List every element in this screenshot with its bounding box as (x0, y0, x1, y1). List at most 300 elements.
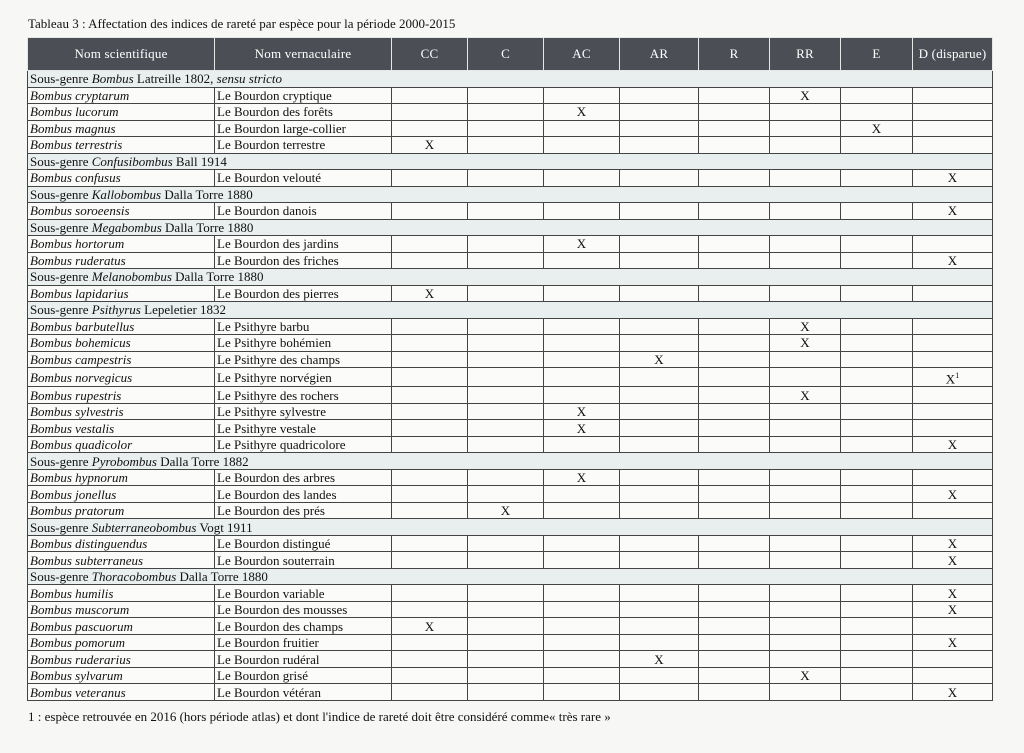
species-row (28, 585, 993, 602)
rarity-cell (913, 137, 993, 154)
rarity-cell (620, 236, 699, 253)
rarity-cell (699, 618, 770, 635)
rarity-cell (841, 120, 913, 137)
rarity-cell (699, 368, 770, 387)
scientific-name-cell: Bombus confusus (28, 170, 215, 187)
subgenus-suffix: Lepeletier 1832 (140, 302, 227, 318)
subgenus-prefix: Sous-genre (30, 569, 92, 585)
footnote-ref: 1 (955, 371, 960, 380)
species-row (28, 170, 993, 187)
rarity-mark: X (947, 602, 958, 618)
rarity-cell (913, 601, 993, 618)
rarity-mark: X (947, 552, 958, 568)
header-e: E (841, 38, 913, 71)
species-row (28, 618, 993, 635)
rarity-cell (620, 535, 699, 552)
species-row (28, 351, 993, 368)
header-row (28, 38, 993, 71)
rarity-cell (770, 469, 841, 486)
rarity-cell (699, 469, 770, 486)
scientific-name-cell: Bombus muscorum (28, 601, 215, 618)
rarity-cell (468, 403, 544, 420)
vernacular-name-cell: Le Bourdon des prés (215, 502, 392, 519)
rarity-cell (392, 403, 468, 420)
subgenus-prefix: Sous-genre (30, 302, 92, 318)
rarity-cell (699, 436, 770, 453)
rarity-cell (699, 335, 770, 352)
rarity-cell (392, 368, 468, 387)
rarity-cell (699, 634, 770, 651)
rarity-cell (468, 486, 544, 503)
rarity-cell (841, 535, 913, 552)
rarity-cell (841, 368, 913, 387)
rarity-cell (699, 585, 770, 602)
vernacular-name-cell: Le Bourdon des champs (215, 618, 392, 635)
rarity-cell (544, 420, 620, 437)
subgenus-row (28, 71, 993, 88)
header-r: R (699, 38, 770, 71)
rarity-cell (620, 335, 699, 352)
species-row (28, 236, 993, 253)
rarity-cell (468, 552, 544, 569)
rarity-cell (770, 137, 841, 154)
rarity-cell (770, 502, 841, 519)
rarity-cell (699, 120, 770, 137)
rarity-cell (841, 351, 913, 368)
rarity-cell (544, 318, 620, 335)
rarity-cell (841, 552, 913, 569)
scientific-name-cell: Bombus veteranus (28, 684, 215, 701)
rarity-cell (392, 469, 468, 486)
rarity-cell (620, 285, 699, 302)
rarity-mark: X (947, 536, 958, 552)
rarity-cell (770, 203, 841, 220)
rarity-cell (770, 601, 841, 618)
vernacular-name-cell: Le Psithyre norvégien (215, 368, 392, 387)
vernacular-name-cell: Le Psithyre des champs (215, 351, 392, 368)
scientific-name-cell: Bombus magnus (28, 120, 215, 137)
rarity-cell (544, 552, 620, 569)
rarity-cell (699, 137, 770, 154)
scientific-name-cell: Bombus sylvestris (28, 403, 215, 420)
rarity-cell (392, 104, 468, 121)
scientific-name-cell: Bombus sylvarum (28, 667, 215, 684)
rarity-cell (770, 436, 841, 453)
subgenus-genus: Melanobombus (91, 269, 172, 285)
subgenus-label (28, 519, 993, 536)
rarity-cell (699, 403, 770, 420)
rarity-mark: X (945, 371, 956, 387)
rarity-cell (841, 601, 913, 618)
subgenus-label (28, 219, 993, 236)
rarity-mark: X (871, 120, 882, 136)
rarity-cell (620, 585, 699, 602)
rarity-cell (841, 387, 913, 404)
vernacular-name-cell: Le Bourdon des arbres (215, 469, 392, 486)
rarity-cell (392, 137, 468, 154)
rarity-cell (392, 585, 468, 602)
rarity-cell (770, 585, 841, 602)
vernacular-name-cell: Le Bourdon des friches (215, 252, 392, 269)
subgenus-suffix: Dalla Torre 1880 (176, 569, 268, 585)
rarity-cell (913, 203, 993, 220)
rarity-cell (392, 170, 468, 187)
scientific-name-cell: Bombus humilis (28, 585, 215, 602)
vernacular-name-cell: Le Psithyre sylvestre (215, 403, 392, 420)
rarity-cell (544, 436, 620, 453)
scientific-name-cell: Bombus campestris (28, 351, 215, 368)
subgenus-suffix: Dalla Torre 1880 (161, 219, 254, 235)
rarity-table-container (27, 37, 993, 701)
subgenus-row (28, 153, 993, 170)
rarity-cell (913, 87, 993, 104)
rarity-mark: X (800, 335, 810, 351)
subgenus-genus: Thoracobombus (91, 569, 177, 585)
species-row (28, 552, 993, 569)
rarity-cell (468, 120, 544, 137)
rarity-cell (770, 420, 841, 437)
rarity-cell (468, 651, 544, 668)
scientific-name-cell: Bombus soroeensis (28, 203, 215, 220)
rarity-cell (392, 684, 468, 701)
rarity-cell (392, 651, 468, 668)
table-caption: Tableau 3 : Affectation des indices de rareté par espèce pour la période 2000-2015 (28, 16, 456, 31)
rarity-cell (841, 667, 913, 684)
vernacular-name-cell: Le Bourdon grisé (215, 667, 392, 684)
vernacular-name-cell: Le Psithyre bohémien (215, 335, 392, 352)
scientific-name-cell: Bombus hypnorum (28, 469, 215, 486)
rarity-cell (770, 651, 841, 668)
rarity-cell (699, 351, 770, 368)
scientific-name-cell: Bombus distinguendus (28, 535, 215, 552)
rarity-cell (544, 87, 620, 104)
rarity-cell (913, 351, 993, 368)
vernacular-name-cell: Le Psithyre barbu (215, 318, 392, 335)
rarity-cell (620, 387, 699, 404)
rarity-cell (544, 170, 620, 187)
rarity-cell (468, 634, 544, 651)
rarity-cell (841, 651, 913, 668)
rarity-cell (392, 387, 468, 404)
rarity-cell (699, 601, 770, 618)
scientific-name-cell: Bombus lapidarius (28, 285, 215, 302)
rarity-cell (841, 170, 913, 187)
subgenus-row (28, 186, 993, 203)
rarity-cell (699, 420, 770, 437)
subgenus-genus: Subterraneobombus (91, 519, 197, 535)
species-row (28, 87, 993, 104)
rarity-cell (544, 469, 620, 486)
rarity-cell (770, 552, 841, 569)
rarity-cell (913, 585, 993, 602)
rarity-cell (699, 236, 770, 253)
rarity-cell (468, 535, 544, 552)
scientific-name-cell: Bombus ruderatus (28, 252, 215, 269)
rarity-cell (770, 684, 841, 701)
rarity-cell (699, 502, 770, 519)
rarity-cell (770, 403, 841, 420)
rarity-cell (392, 634, 468, 651)
rarity-mark: X (576, 404, 587, 420)
rarity-mark: X (947, 437, 958, 453)
subgenus-suffix: Dalla Torre 1880 (171, 269, 264, 285)
rarity-cell (770, 368, 841, 387)
rarity-cell (770, 87, 841, 104)
rarity-cell (913, 236, 993, 253)
rarity-cell (841, 104, 913, 121)
rarity-cell (544, 368, 620, 387)
rarity-cell (468, 335, 544, 352)
subgenus-row (28, 568, 993, 585)
rarity-cell (770, 318, 841, 335)
subgenus-label (28, 186, 993, 203)
subgenus-genus: Psithyrus (91, 302, 141, 318)
rarity-cell (544, 120, 620, 137)
rarity-cell (544, 403, 620, 420)
rarity-cell (468, 236, 544, 253)
rarity-cell (468, 203, 544, 220)
rarity-cell (544, 104, 620, 121)
rarity-cell (468, 684, 544, 701)
vernacular-name-cell: Le Bourdon fruitier (215, 634, 392, 651)
subgenus-prefix: Sous-genre (30, 71, 92, 87)
vernacular-name-cell: Le Psithyre quadricolore (215, 436, 392, 453)
rarity-cell (620, 252, 699, 269)
rarity-cell (620, 368, 699, 387)
species-row (28, 601, 993, 618)
rarity-cell (392, 87, 468, 104)
rarity-cell (620, 87, 699, 104)
rarity-mark: X (947, 585, 958, 601)
rarity-cell (913, 387, 993, 404)
scientific-name-cell: Bombus lucorum (28, 104, 215, 121)
vernacular-name-cell: Le Bourdon souterrain (215, 552, 392, 569)
rarity-cell (620, 120, 699, 137)
rarity-cell (392, 120, 468, 137)
rarity-cell (544, 535, 620, 552)
rarity-cell (468, 585, 544, 602)
rarity-cell (620, 634, 699, 651)
rarity-mark: X (424, 618, 435, 634)
header-vernacular-name: Nom vernaculaire (215, 38, 392, 71)
rarity-cell (841, 252, 913, 269)
rarity-cell (841, 618, 913, 635)
rarity-cell (699, 552, 770, 569)
species-row (28, 120, 993, 137)
rarity-cell (770, 104, 841, 121)
subgenus-prefix: Sous-genre (30, 519, 92, 535)
rarity-cell (770, 236, 841, 253)
species-row (28, 104, 993, 121)
subgenus-label (28, 269, 993, 286)
rarity-cell (544, 601, 620, 618)
rarity-cell (468, 252, 544, 269)
vernacular-name-cell: Le Bourdon des landes (215, 486, 392, 503)
rarity-mark: X (576, 104, 587, 120)
rarity-mark: X (654, 651, 664, 667)
rarity-cell (468, 104, 544, 121)
rarity-cell (620, 601, 699, 618)
rarity-cell (468, 618, 544, 635)
species-row (28, 252, 993, 269)
rarity-cell (620, 170, 699, 187)
rarity-cell (468, 351, 544, 368)
rarity-cell (620, 684, 699, 701)
scientific-name-cell: Bombus rupestris (28, 387, 215, 404)
subgenus-label (28, 153, 993, 170)
rarity-cell (841, 236, 913, 253)
species-row (28, 634, 993, 651)
species-row (28, 486, 993, 503)
rarity-cell (544, 252, 620, 269)
species-row (28, 667, 993, 684)
rarity-cell (841, 486, 913, 503)
subgenus-label (28, 453, 993, 470)
scientific-name-cell: Bombus subterraneus (28, 552, 215, 569)
rarity-cell (841, 318, 913, 335)
subgenus-genus: Kallobombus (91, 186, 162, 202)
vernacular-name-cell: Le Bourdon large-collier (215, 120, 392, 137)
rarity-mark: X (424, 285, 435, 301)
scientific-name-cell: Bombus hortorum (28, 236, 215, 253)
subgenus-genus: Confusibombus (91, 153, 173, 169)
rarity-cell (770, 634, 841, 651)
rarity-cell (620, 618, 699, 635)
subgenus-prefix: Sous-genre (30, 453, 92, 469)
scientific-name-cell: Bombus jonellus (28, 486, 215, 503)
vernacular-name-cell: Le Bourdon variable (215, 585, 392, 602)
rarity-cell (699, 535, 770, 552)
rarity-cell (841, 684, 913, 701)
species-row (28, 420, 993, 437)
rarity-mark: X (947, 486, 958, 502)
rarity-cell (699, 170, 770, 187)
rarity-cell (544, 502, 620, 519)
header-scientific-name: Nom scientifique (28, 38, 215, 71)
rarity-cell (841, 285, 913, 302)
rarity-cell (544, 618, 620, 635)
vernacular-name-cell: Le Bourdon rudéral (215, 651, 392, 668)
rarity-mark: X (947, 635, 958, 651)
vernacular-name-cell: Le Bourdon des pierres (215, 285, 392, 302)
rarity-cell (620, 436, 699, 453)
rarity-mark: X (800, 87, 810, 103)
rarity-mark: X (500, 503, 511, 519)
rarity-cell (392, 667, 468, 684)
scientific-name-cell: Bombus cryptarum (28, 87, 215, 104)
subgenus-genus: Pyrobombus (91, 453, 157, 469)
rarity-cell (620, 318, 699, 335)
subgenus-label (28, 302, 993, 319)
species-row (28, 368, 993, 387)
subgenus-row (28, 302, 993, 319)
rarity-mark: X (800, 387, 810, 403)
species-row (28, 535, 993, 552)
scientific-name-cell: Bombus barbutellus (28, 318, 215, 335)
rarity-cell (770, 667, 841, 684)
header-d-disparue: D (disparue) (913, 38, 993, 71)
rarity-cell (913, 486, 993, 503)
rarity-mark: X (576, 470, 587, 486)
vernacular-name-cell: Le Bourdon velouté (215, 170, 392, 187)
rarity-cell (699, 667, 770, 684)
rarity-cell (770, 335, 841, 352)
rarity-cell (913, 634, 993, 651)
scientific-name-cell: Bombus quadicolor (28, 436, 215, 453)
subgenus-genus: Bombus (91, 71, 134, 87)
rarity-cell (770, 535, 841, 552)
rarity-cell (392, 318, 468, 335)
rarity-cell (544, 585, 620, 602)
rarity-cell (699, 684, 770, 701)
rarity-cell (468, 667, 544, 684)
rarity-cell (544, 351, 620, 368)
rarity-cell (620, 351, 699, 368)
rarity-cell (468, 170, 544, 187)
vernacular-name-cell: Le Bourdon danois (215, 203, 392, 220)
species-row (28, 651, 993, 668)
vernacular-name-cell: Le Bourdon cryptique (215, 87, 392, 104)
vernacular-name-cell: Le Bourdon distingué (215, 535, 392, 552)
rarity-cell (841, 335, 913, 352)
rarity-cell (392, 436, 468, 453)
rarity-cell (770, 252, 841, 269)
rarity-cell (468, 318, 544, 335)
rarity-cell (841, 403, 913, 420)
rarity-cell (913, 684, 993, 701)
rarity-cell (770, 387, 841, 404)
rarity-cell (913, 436, 993, 453)
rarity-cell (699, 387, 770, 404)
header-rr: RR (770, 38, 841, 71)
subgenus-row (28, 269, 993, 286)
rarity-cell (770, 285, 841, 302)
subgenus-prefix: Sous-genre (30, 269, 92, 285)
scientific-name-cell: Bombus pascuorum (28, 618, 215, 635)
species-row (28, 403, 993, 420)
scientific-name-cell: Bombus ruderarius (28, 651, 215, 668)
rarity-cell (620, 469, 699, 486)
species-row (28, 203, 993, 220)
rarity-mark: X (576, 420, 587, 436)
subgenus-label (28, 71, 993, 88)
subgenus-suffix: Vogt 1911 (196, 519, 253, 535)
rarity-cell (913, 618, 993, 635)
subgenus-row (28, 519, 993, 536)
rarity-cell (913, 120, 993, 137)
header-cc: CC (392, 38, 468, 71)
scientific-name-cell: Bombus pratorum (28, 502, 215, 519)
rarity-cell (913, 368, 993, 387)
rarity-cell (392, 203, 468, 220)
rarity-cell (392, 552, 468, 569)
rarity-cell (841, 203, 913, 220)
rarity-cell (392, 351, 468, 368)
species-row (28, 502, 993, 519)
rarity-mark: X (424, 137, 435, 153)
rarity-cell (544, 684, 620, 701)
rarity-cell (620, 403, 699, 420)
subgenus-extra: sensu stricto (216, 71, 283, 87)
rarity-mark: X (576, 236, 587, 252)
rarity-cell (468, 285, 544, 302)
species-row (28, 285, 993, 302)
rarity-cell (770, 120, 841, 137)
rarity-cell (544, 634, 620, 651)
species-row (28, 684, 993, 701)
rarity-cell (392, 252, 468, 269)
rarity-cell (620, 104, 699, 121)
